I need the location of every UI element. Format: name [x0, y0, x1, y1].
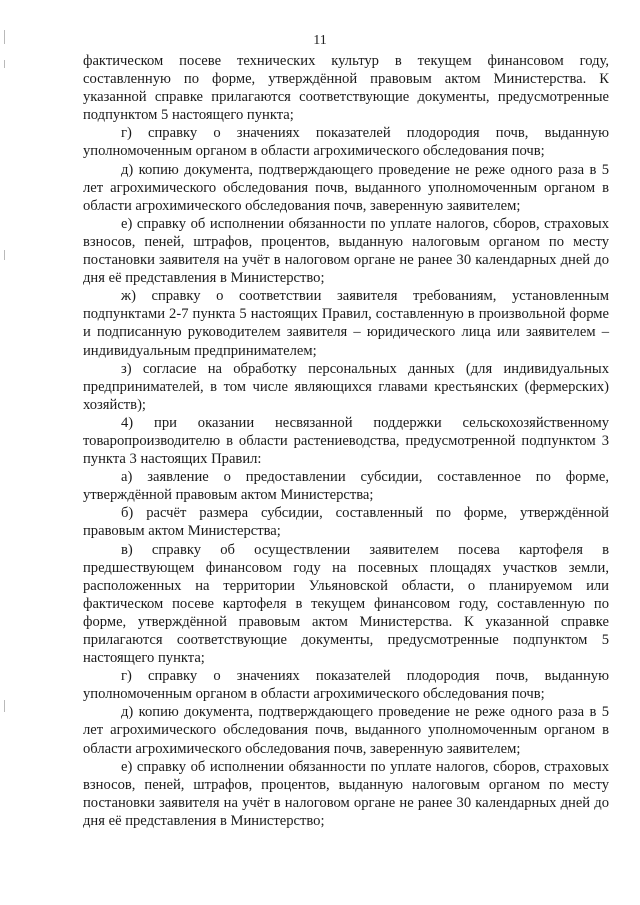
- paragraph-item-v: в) справку об осуществлении заявителем посева картофеля в предшествующем финансовом году на посевных площадях участков земли, расположенных на территории Ульяновской области, о планируемом или фактическом посеве картофеля в текущем финансовом году, составленную по форме, утверждённой правовым актом Министерства. К указанной справке прилагаются соответствующие документы, предусмотренные подпунктом 5 настоящего пункта;: [83, 541, 609, 667]
- paragraph-item-b: б) расчёт размера субсидии, составленный по форме, утверждённой правовым актом Министерства;: [83, 505, 609, 540]
- paragraph-item-e-2: е) справку об исполнении обязанности по уплате налогов, сборов, страховых взносов, пеней, штрафов, процентов, выданную налоговым органом по месту постановки заявителя на учёт в налоговом органе не ранее 30 календарных дней до дня её представления в Министерство;: [83, 758, 609, 829]
- scan-mark: [4, 250, 5, 260]
- page-number: 11: [313, 33, 327, 48]
- paragraph-item-e: е) справку об исполнении обязанности по уплате налогов, сборов, страховых взносов, пеней, штрафов, процентов, выданную налоговым органом по месту постановки заявителя на учёт в налоговом органе не ранее 30 календарных дней до дня её представления в Министерство;: [83, 215, 609, 287]
- paragraph-continuation: фактическом посеве технических культур в текущем финансовом году, составленную по форме, утверждённой правовым актом Министерства. К указанной справке прилагаются соответствующие документы, предусмотренные подпунктом 5 настоящего пункта;: [83, 53, 609, 124]
- scan-mark: [4, 700, 5, 712]
- paragraph-item-zh: ж) справку о соответствии заявителя требованиям, установленным подпунктами 2-7 пункта 5 настоящих Правил, составленную в произвольной форме и подписанную руководителем заявителя – юридического лица или заявителем – индивидуальным предпринимателем;: [83, 288, 609, 359]
- paragraph-item-d-2: д) копию документа, подтверждающего проведение не реже одного раза в 5 лет агрохимического обследования почв, выданного уполномоченным органом в области агрохимического обследования почв, заверенную заявителем;: [83, 704, 609, 757]
- paragraph-item-g: г) справку о значениях показателей плодородия почв, выданную уполномоченным органом в области агрохимического обследования почв;: [83, 125, 609, 160]
- paragraph-item-g-2: г) справку о значениях показателей плодородия почв, выданную уполномоченным органом в области агрохимического обследования почв;: [83, 668, 609, 703]
- paragraph-item-z: з) согласие на обработку персональных данных (для индивидуальных предпринимателей, в том числе являющихся главами крестьянских (фермерских) хозяйств);: [83, 360, 609, 413]
- paragraph-item-a: а) заявление о предоставлении субсидии, составленное по форме, утверждённой правовым актом Министерства;: [83, 469, 609, 504]
- document-body: [83, 52, 609, 830]
- scan-margin-marks: [0, 0, 12, 905]
- scan-mark: [4, 60, 5, 68]
- paragraph-section-4: 4) при оказании несвязанной поддержки сельскохозяйственному товаропроизводителю в области растениеводства, предусмотренной подпунктом 3 пункта 3 настоящих Правил:: [83, 414, 609, 468]
- paragraph-item-d: д) копию документа, подтверждающего проведение не реже одного раза в 5 лет агрохимического обследования почв, выданного уполномоченным органом в области агрохимического обследования почв, заверенную заявителем;: [83, 161, 609, 214]
